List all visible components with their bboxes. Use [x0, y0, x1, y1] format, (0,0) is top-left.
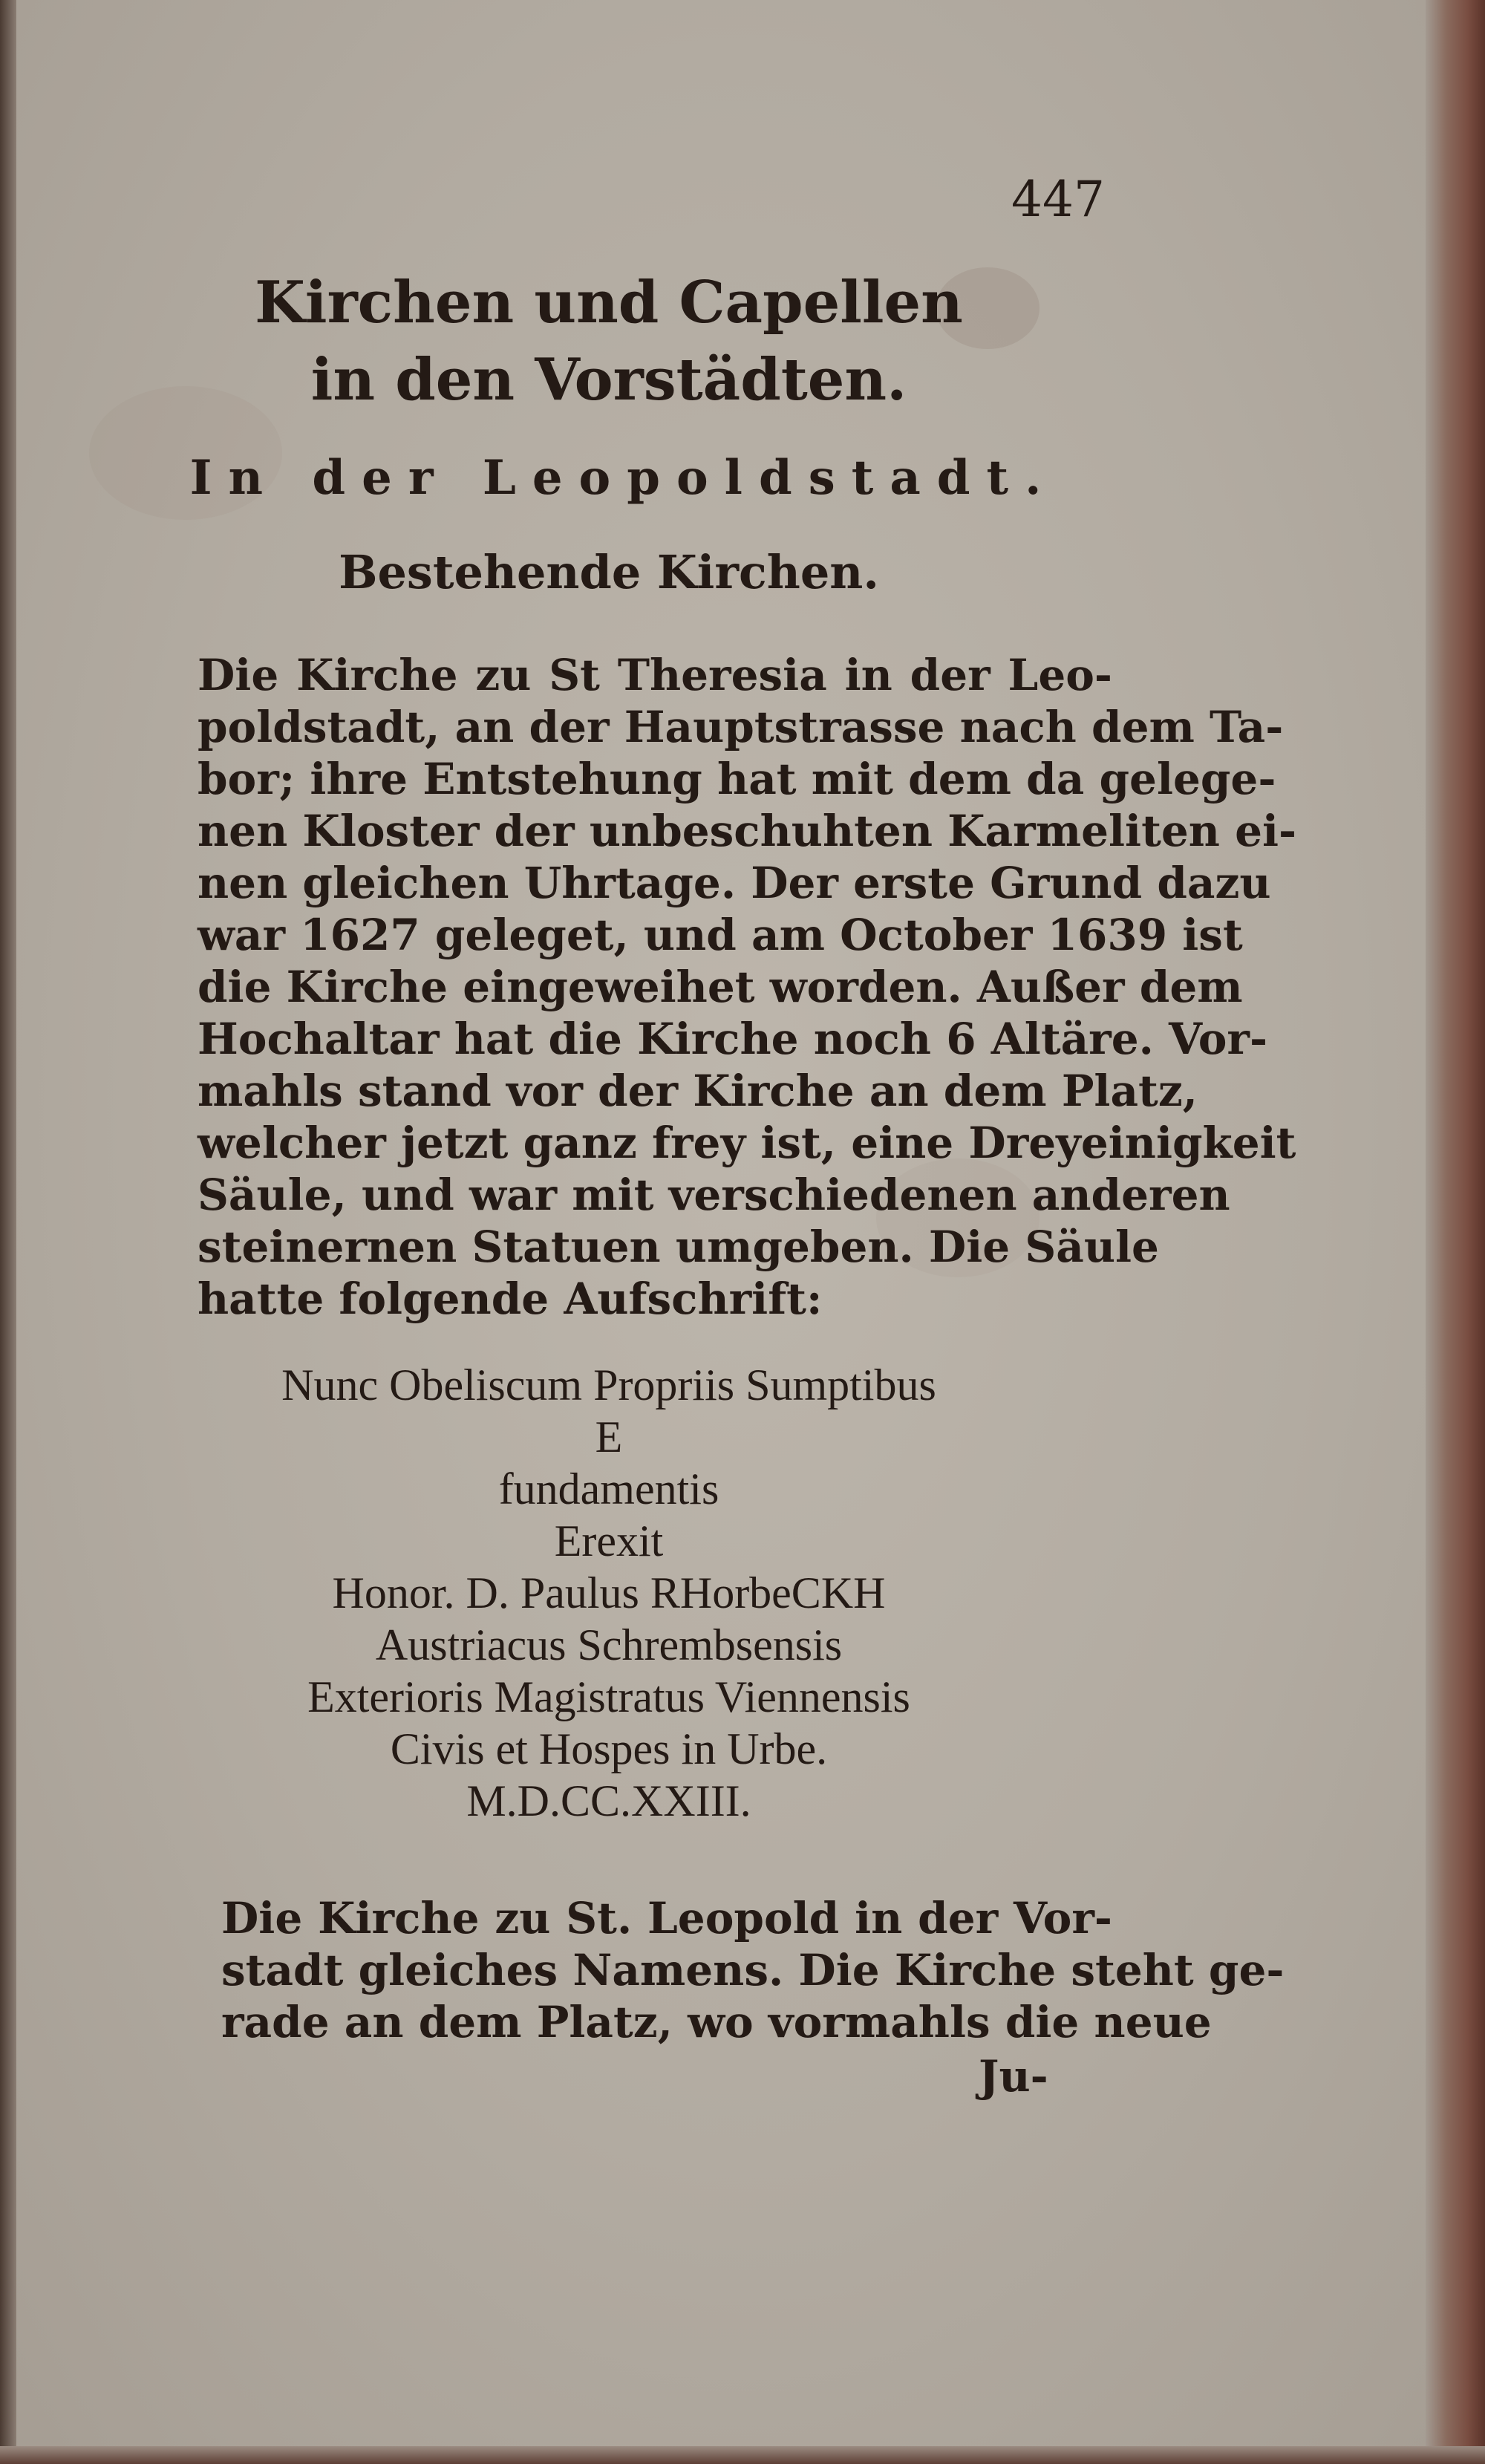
page-number: 447 — [1011, 171, 1105, 228]
section-title: In der Leopoldstadt. — [189, 450, 1058, 506]
text-line: Die Kirche zu St Theresia in der Leo- — [198, 650, 1112, 700]
paragraph-theresia — [102, 649, 1297, 1325]
inscription-line: Nunc Obeliscum Propriis Sumptibus — [281, 1360, 936, 1409]
text-line: mahls stand vor der Kirche an dem Platz, — [198, 1066, 1198, 1116]
paragraph-leopold — [102, 1892, 1285, 2048]
text-line: hatte folgende Aufschrift: — [198, 1274, 823, 1324]
text-line: rade an dem Platz, wo vormahls die neue — [221, 1997, 1212, 2047]
chapter-heading-line-2: in den Vorstädten. — [310, 346, 907, 414]
page-bottom-edge — [0, 2446, 1485, 2464]
page-left-edge — [0, 0, 16, 2464]
inscription-line: Austriacus Schrembsensis — [375, 1620, 843, 1669]
inscription-line: Civis et Hospes in Urbe. — [390, 1724, 828, 1773]
subsection-title: Bestehende Kirchen. — [339, 545, 879, 599]
text-line: nen Kloster der unbeschuhten Karmeliten ei- — [198, 806, 1297, 856]
inscription-line: Erexit — [554, 1516, 664, 1565]
text-line: poldstadt, an der Hauptstrasse nach dem Ta- — [198, 702, 1284, 752]
inscription-line: Honor. D. Paulus RHorbeCKH — [332, 1568, 886, 1617]
page-right-edge — [1426, 0, 1485, 2464]
inscription-line: fundamentis — [498, 1464, 719, 1513]
text-line: Hochaltar hat die Kirche noch 6 Altäre. Vor- — [198, 1014, 1268, 1064]
chapter-heading-line-1: Kirchen und Capellen — [255, 269, 963, 336]
text-line: Die Kirche zu St. Leopold in der Vor- — [221, 1893, 1112, 1943]
column-inscription — [74, 1359, 1143, 1827]
text-line: steinernen Statuen umgeben. Die Säule — [198, 1222, 1159, 1272]
catchword: Ju- — [979, 2051, 1048, 2102]
text-line: Säule, und war mit verschiedenen anderen — [198, 1170, 1230, 1220]
inscription-line: E — [595, 1412, 623, 1461]
text-line: stadt gleiches Namens. Die Kirche steht ge- — [221, 1945, 1285, 1995]
text-line: bor; ihre Entstehung hat mit dem da gelege- — [198, 754, 1276, 804]
chapter-heading — [30, 264, 1188, 419]
text-line: die Kirche eingeweihet worden. Außer dem — [198, 962, 1243, 1012]
text-line: welcher jetzt ganz frey ist, eine Dreyeinigkeit — [198, 1118, 1296, 1168]
inscription-line: Exterioris Magistratus Viennensis — [307, 1672, 910, 1721]
text-line: nen gleichen Uhrtage. Der erste Grund dazu — [198, 858, 1271, 908]
inscription-line: M.D.CC.XXIII. — [466, 1776, 751, 1825]
text-line: war 1627 geleget, und am October 1639 ist — [198, 910, 1243, 960]
